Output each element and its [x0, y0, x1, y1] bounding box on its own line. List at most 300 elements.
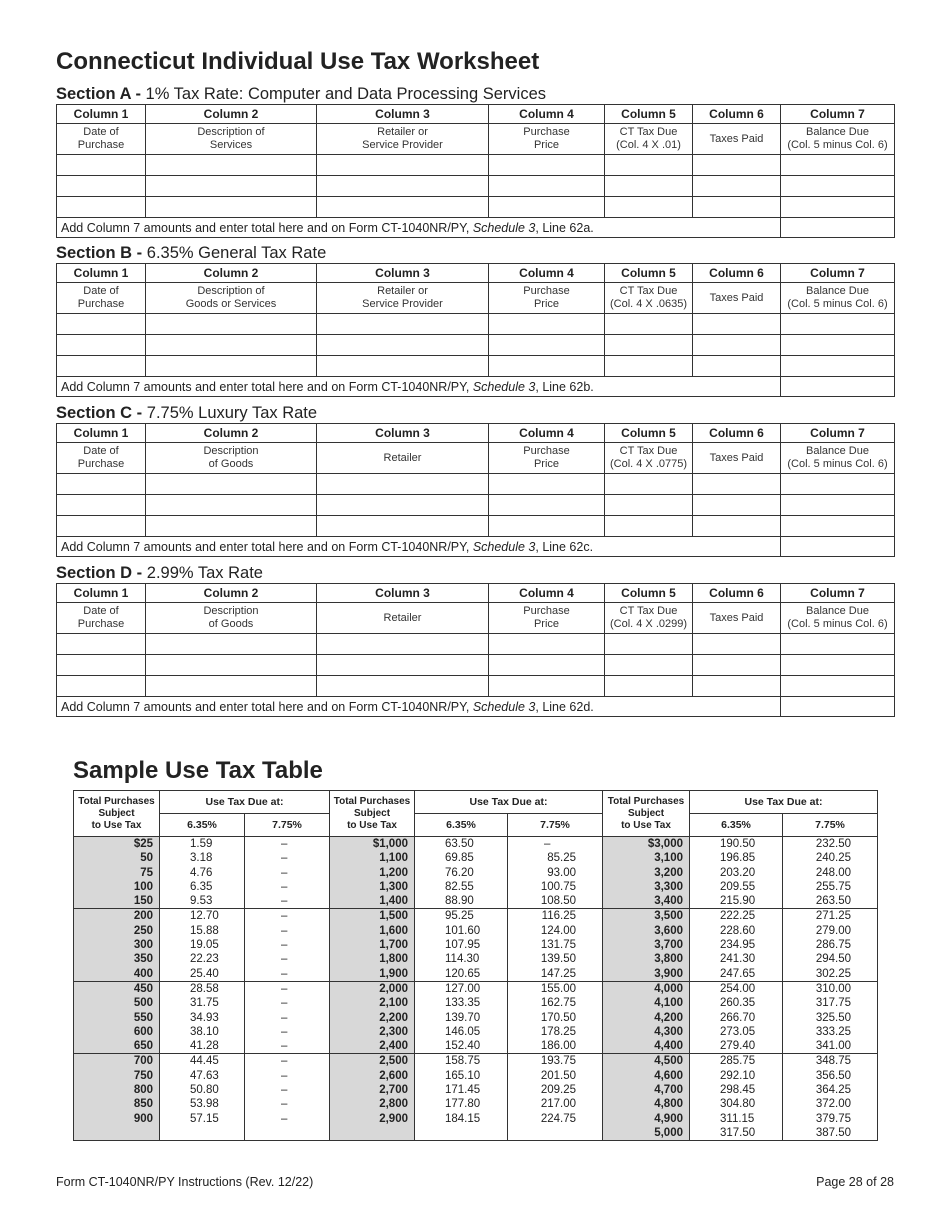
tax-due-635: 3.18 [160, 851, 245, 865]
entry-cell-col2[interactable] [146, 314, 317, 335]
purchase-amount: 5,000 [603, 1126, 690, 1141]
column-header-1: Column 1 [57, 584, 146, 603]
entry-cell-col4[interactable] [489, 495, 605, 516]
tax-due-775: 193.75 [508, 1054, 603, 1069]
entry-cell-col5[interactable] [605, 197, 693, 218]
entry-cell-col7[interactable] [781, 314, 895, 335]
tax-due-775: – [281, 852, 288, 865]
entry-cell-col3[interactable] [317, 335, 489, 356]
tax-due-775: – [281, 939, 288, 952]
entry-cell-col4[interactable] [489, 155, 605, 176]
entry-cell-col4[interactable] [489, 516, 605, 537]
section-heading [56, 403, 894, 423]
column-description-row [57, 283, 895, 314]
column-header-1: Column 1 [57, 424, 146, 443]
purchase-amount: 250 [74, 924, 160, 938]
column-description-2: Description of Goods or Services [146, 283, 317, 314]
sample-table-title: Sample Use Tax Table [73, 757, 323, 784]
column-description-1: Date of Purchase [57, 283, 146, 314]
tax-due-775: 240.25 [783, 851, 878, 865]
entry-row [57, 516, 895, 537]
column-description-row [57, 124, 895, 155]
entry-cell-col3[interactable] [317, 356, 489, 377]
tax-due-775: 209.25 [540, 1084, 576, 1097]
column-header-4: Column 4 [489, 105, 605, 124]
tax-due-775: 131.75 [540, 939, 576, 952]
purchase-amount: 4,900 [603, 1112, 690, 1126]
entry-cell-col3[interactable] [317, 197, 489, 218]
purchase-amount: 1,200 [330, 866, 415, 880]
entry-cell-col6[interactable] [693, 495, 781, 516]
tax-due-775: 387.50 [783, 1126, 878, 1141]
tax-due-635: 273.05 [690, 1025, 783, 1039]
column-header-1: Column 1 [57, 264, 146, 283]
entry-cell-col5[interactable] [605, 495, 693, 516]
entry-row [57, 155, 895, 176]
tax-due-635: 254.00 [690, 981, 783, 996]
table-row [74, 1126, 878, 1141]
tax-due-775: 85.25 [547, 852, 576, 865]
purchase-amount: 2,800 [330, 1097, 415, 1111]
tax-due-775: – [544, 838, 551, 850]
entry-cell-col1[interactable] [57, 176, 146, 197]
purchase-amount: 3,800 [603, 952, 690, 966]
entry-cell-col4[interactable] [489, 356, 605, 377]
column-header-3: Column 3 [317, 264, 489, 283]
tax-due-775: 333.25 [783, 1025, 878, 1039]
tax-due-775: 279.00 [783, 924, 878, 938]
purchase-amount: 1,500 [330, 909, 415, 924]
entry-cell-col6[interactable] [693, 676, 781, 697]
tax-due-775: – [245, 981, 330, 996]
table-row [74, 880, 878, 894]
tax-due-635: 19.05 [160, 938, 245, 952]
header-total-purchases: Total Purchases Subject to Use Tax [74, 791, 160, 837]
tax-due-635: 228.60 [690, 924, 783, 938]
tax-due-775 [508, 1126, 603, 1141]
tax-due-775: 217.00 [540, 1098, 576, 1111]
tax-due-775: 341.00 [783, 1039, 878, 1054]
entry-cell-col6[interactable] [693, 634, 781, 655]
tax-due-635: 4.76 [160, 866, 245, 880]
header-total-purchases: Total Purchases Subject to Use Tax [603, 791, 690, 837]
total-entry-cell[interactable] [781, 377, 895, 397]
entry-cell-col3[interactable] [317, 634, 489, 655]
tax-due-635: 82.55 [415, 880, 508, 894]
tax-due-775: 317.75 [783, 996, 878, 1010]
entry-cell-col4[interactable] [489, 676, 605, 697]
column-description-3: Retailer or Service Provider [317, 124, 489, 155]
tax-due-635: 241.30 [690, 952, 783, 966]
column-header-5: Column 5 [605, 584, 693, 603]
table-row [74, 1097, 878, 1111]
entry-cell-col6[interactable] [693, 335, 781, 356]
column-header-2: Column 2 [146, 264, 317, 283]
purchase-amount: 1,800 [330, 952, 415, 966]
purchase-amount: 2,200 [330, 1011, 415, 1025]
tax-due-775: 93.00 [547, 866, 576, 879]
purchase-amount: 1,900 [330, 967, 415, 982]
entry-cell-col5[interactable] [605, 474, 693, 495]
total-row [57, 377, 895, 397]
tax-due-775: 100.75 [540, 880, 576, 893]
tax-due-635: 6.35 [160, 880, 245, 894]
tax-due-635: 101.60 [415, 924, 508, 938]
tax-due-635: 139.70 [415, 1011, 508, 1025]
entry-cell-col2[interactable] [146, 176, 317, 197]
tax-due-635: 292.10 [690, 1069, 783, 1083]
entry-cell-col5[interactable] [605, 155, 693, 176]
tax-due-635: 196.85 [690, 851, 783, 865]
entry-cell-col3[interactable] [317, 516, 489, 537]
tax-due-635: 31.75 [160, 996, 245, 1010]
entry-cell-col2[interactable] [146, 474, 317, 495]
purchase-amount: 50 [74, 851, 160, 865]
purchase-amount: 2,000 [330, 981, 415, 996]
column-header-3: Column 3 [317, 105, 489, 124]
tax-due-635: 9.53 [160, 894, 245, 909]
table-row [74, 894, 878, 909]
entry-cell-col4[interactable] [489, 314, 605, 335]
tax-due-635: 234.95 [690, 938, 783, 952]
page-title: Connecticut Individual Use Tax Worksheet [56, 48, 540, 75]
tax-due-635: 247.65 [690, 967, 783, 982]
column-header-4: Column 4 [489, 584, 605, 603]
column-header-3: Column 3 [317, 424, 489, 443]
entry-cell-col2[interactable] [146, 495, 317, 516]
tax-due-635: 317.50 [690, 1126, 783, 1141]
entry-cell-col2[interactable] [146, 634, 317, 655]
entry-row [57, 474, 895, 495]
entry-cell-col1[interactable] [57, 676, 146, 697]
entry-cell-col4[interactable] [489, 655, 605, 676]
purchase-amount: 900 [74, 1112, 160, 1126]
tax-due-775: – [281, 924, 288, 937]
tax-due-635: 171.45 [415, 1083, 508, 1097]
entry-cell-col2[interactable] [146, 155, 317, 176]
purchase-amount: 4,700 [603, 1083, 690, 1097]
entry-cell-col6[interactable] [693, 474, 781, 495]
column-description-6: Taxes Paid [693, 124, 781, 155]
entry-cell-col1[interactable] [57, 314, 146, 335]
tax-due-635: 266.70 [690, 1011, 783, 1025]
entry-cell-col1[interactable] [57, 474, 146, 495]
entry-cell-col3[interactable] [317, 176, 489, 197]
tax-due-635: 215.90 [690, 894, 783, 909]
purchase-amount: 2,700 [330, 1083, 415, 1097]
purchase-amount: 3,700 [603, 938, 690, 952]
tax-due-635: 260.35 [690, 996, 783, 1010]
column-header-4: Column 4 [489, 424, 605, 443]
column-header-row [57, 264, 895, 283]
header-rate-635: 6.35% [415, 814, 508, 837]
total-entry-cell[interactable] [781, 218, 895, 238]
section-rate: 6.35% General Tax Rate [142, 244, 327, 262]
entry-cell-col7[interactable] [781, 516, 895, 537]
section-b [56, 243, 894, 397]
purchase-amount [74, 1126, 160, 1141]
section-rate: 1% Tax Rate: Computer and Data Processing Services [140, 85, 547, 103]
tax-due-775: 263.50 [783, 894, 878, 909]
section-a [56, 84, 894, 238]
purchase-amount: 3,300 [603, 880, 690, 894]
tax-due-775: – [281, 866, 288, 879]
entry-cell-col3[interactable] [317, 474, 489, 495]
table-row [74, 952, 878, 966]
purchase-amount: 4,400 [603, 1039, 690, 1054]
tax-due-635: 152.40 [415, 1039, 508, 1054]
tax-due-775: 248.00 [783, 866, 878, 880]
tax-due-775: – [281, 895, 288, 908]
purchase-amount: 600 [74, 1025, 160, 1039]
purchase-amount: 3,200 [603, 866, 690, 880]
entry-cell-col7[interactable] [781, 155, 895, 176]
total-instruction: Add Column 7 amounts and enter total here and on Form CT-1040NR/PY, Schedule 3, Line 62d. [57, 697, 781, 717]
purchase-amount: 2,600 [330, 1069, 415, 1083]
purchase-amount: 750 [74, 1069, 160, 1083]
entry-cell-col1[interactable] [57, 495, 146, 516]
purchase-amount: $3,000 [603, 837, 690, 852]
entry-cell-col3[interactable] [317, 155, 489, 176]
tax-due-635: 158.75 [415, 1054, 508, 1069]
section-c [56, 403, 894, 557]
purchase-amount: $25 [74, 837, 160, 852]
table-row [74, 1083, 878, 1097]
tax-due-775: 186.00 [540, 1040, 576, 1053]
entry-cell-col2[interactable] [146, 516, 317, 537]
entry-cell-col1[interactable] [57, 335, 146, 356]
tax-due-775: 162.75 [540, 997, 576, 1010]
purchase-amount: 4,300 [603, 1025, 690, 1039]
tax-due-775: 310.00 [783, 981, 878, 996]
purchase-amount: $1,000 [330, 837, 415, 852]
entry-cell-col7[interactable] [781, 634, 895, 655]
column-header-row [57, 105, 895, 124]
entry-cell-col4[interactable] [489, 176, 605, 197]
purchase-amount: 550 [74, 1011, 160, 1025]
entry-cell-col5[interactable] [605, 655, 693, 676]
section-rate: 7.75% Luxury Tax Rate [142, 404, 318, 422]
section-d [56, 563, 894, 717]
tax-due-635: 203.20 [690, 866, 783, 880]
table-row [74, 1112, 878, 1126]
tax-due-775: – [281, 880, 288, 893]
column-header-7: Column 7 [781, 105, 895, 124]
tax-due-635: 69.85 [415, 851, 508, 865]
entry-cell-col7[interactable] [781, 335, 895, 356]
column-description-5: CT Tax Due (Col. 4 X .0635) [605, 283, 693, 314]
entry-cell-col1[interactable] [57, 155, 146, 176]
entry-row [57, 314, 895, 335]
tax-due-635: 44.45 [160, 1054, 245, 1069]
entry-cell-col3[interactable] [317, 655, 489, 676]
tax-due-635: 38.10 [160, 1025, 245, 1039]
entry-cell-col4[interactable] [489, 474, 605, 495]
tax-due-775: 155.00 [508, 981, 603, 996]
column-description-2: Description of Goods [146, 443, 317, 474]
tax-due-635 [415, 1126, 508, 1141]
tax-due-635: 25.40 [160, 967, 245, 982]
entry-cell-col6[interactable] [693, 655, 781, 676]
entry-cell-col1[interactable] [57, 634, 146, 655]
table-row [74, 851, 878, 865]
sample-use-tax-table [73, 790, 878, 1141]
column-header-7: Column 7 [781, 584, 895, 603]
entry-cell-col7[interactable] [781, 676, 895, 697]
tax-due-635: 285.75 [690, 1054, 783, 1069]
column-description-4: Purchase Price [489, 443, 605, 474]
column-header-1: Column 1 [57, 105, 146, 124]
table-row [74, 1039, 878, 1054]
tax-due-635: 304.80 [690, 1097, 783, 1111]
entry-cell-col5[interactable] [605, 176, 693, 197]
purchase-amount: 650 [74, 1039, 160, 1054]
entry-cell-col7[interactable] [781, 176, 895, 197]
table-row [74, 909, 878, 924]
tax-due-635: 107.95 [415, 938, 508, 952]
entry-cell-col2[interactable] [146, 335, 317, 356]
tax-due-635: 57.15 [160, 1112, 245, 1126]
tax-due-775: – [281, 997, 288, 1010]
entry-cell-col1[interactable] [57, 356, 146, 377]
header-rate-775: 7.75% [783, 814, 878, 837]
entry-cell-col4[interactable] [489, 197, 605, 218]
tax-due-635: 279.40 [690, 1039, 783, 1054]
purchase-amount: 400 [74, 967, 160, 982]
purchase-amount: 4,500 [603, 1054, 690, 1069]
tax-due-775: 286.75 [783, 938, 878, 952]
tax-due-635: 22.23 [160, 952, 245, 966]
purchase-amount: 150 [74, 894, 160, 909]
tax-due-775: 255.75 [783, 880, 878, 894]
section-rate: 2.99% Tax Rate [142, 564, 263, 582]
tax-due-635: 120.65 [415, 967, 508, 982]
tax-due-635: 15.88 [160, 924, 245, 938]
tax-due-775: 348.75 [783, 1054, 878, 1069]
table-row [74, 1025, 878, 1039]
entry-cell-col4[interactable] [489, 335, 605, 356]
tax-due-635: 133.35 [415, 996, 508, 1010]
entry-cell-col6[interactable] [693, 314, 781, 335]
header-use-tax-due: Use Tax Due at: [690, 791, 878, 814]
column-header-row [57, 424, 895, 443]
entry-cell-col3[interactable] [317, 314, 489, 335]
schedule-reference: Schedule 3 [472, 699, 536, 714]
tax-due-775: 139.50 [540, 953, 576, 966]
entry-cell-col7[interactable] [781, 655, 895, 676]
purchase-amount: 1,600 [330, 924, 415, 938]
entry-cell-col2[interactable] [146, 655, 317, 676]
entry-cell-col5[interactable] [605, 356, 693, 377]
purchase-amount: 1,700 [330, 938, 415, 952]
purchase-amount: 2,100 [330, 996, 415, 1010]
entry-cell-col1[interactable] [57, 197, 146, 218]
total-entry-cell[interactable] [781, 537, 895, 557]
tax-due-775: 224.75 [540, 1112, 576, 1125]
schedule-reference: Schedule 3 [472, 539, 536, 554]
entry-cell-col6[interactable] [693, 155, 781, 176]
tax-due-635 [160, 1126, 245, 1141]
table-row [74, 924, 878, 938]
total-row [57, 537, 895, 557]
table-row [74, 1054, 878, 1069]
purchase-amount: 4,200 [603, 1011, 690, 1025]
tax-due-635: 95.25 [415, 909, 508, 924]
entry-cell-col5[interactable] [605, 676, 693, 697]
entry-cell-col6[interactable] [693, 176, 781, 197]
tax-due-775: 379.75 [783, 1112, 878, 1126]
entry-cell-col3[interactable] [317, 676, 489, 697]
tax-due-635: 63.50 [415, 837, 508, 852]
purchase-amount: 3,600 [603, 924, 690, 938]
column-description-6: Taxes Paid [693, 603, 781, 634]
tax-due-635: 47.63 [160, 1069, 245, 1083]
entry-cell-col7[interactable] [781, 197, 895, 218]
tax-due-635: 88.90 [415, 894, 508, 909]
purchase-amount: 800 [74, 1083, 160, 1097]
tax-due-775: 108.50 [540, 895, 576, 908]
section-heading [56, 243, 894, 263]
entry-cell-col6[interactable] [693, 356, 781, 377]
purchase-amount: 350 [74, 952, 160, 966]
entry-cell-col6[interactable] [693, 197, 781, 218]
column-header-6: Column 6 [693, 105, 781, 124]
table-row [74, 866, 878, 880]
entry-cell-col5[interactable] [605, 335, 693, 356]
section-label: Section C - [56, 404, 143, 422]
purchase-amount: 1,400 [330, 894, 415, 909]
sample-header-row [74, 791, 878, 814]
purchase-amount: 3,900 [603, 967, 690, 982]
total-entry-cell[interactable] [781, 697, 895, 717]
tax-due-635: 165.10 [415, 1069, 508, 1083]
purchase-amount: 3,500 [603, 909, 690, 924]
entry-row [57, 176, 895, 197]
header-rate-635: 6.35% [160, 814, 245, 837]
entry-cell-col1[interactable] [57, 516, 146, 537]
entry-cell-col7[interactable] [781, 356, 895, 377]
entry-cell-col5[interactable] [605, 314, 693, 335]
column-header-2: Column 2 [146, 424, 317, 443]
tax-due-635: 222.25 [690, 909, 783, 924]
header-rate-775: 7.75% [508, 814, 603, 837]
tax-due-775: 124.00 [540, 924, 576, 937]
entry-cell-col7[interactable] [781, 474, 895, 495]
entry-cell-col6[interactable] [693, 516, 781, 537]
tax-due-635: 34.93 [160, 1011, 245, 1025]
entry-cell-col3[interactable] [317, 495, 489, 516]
tax-due-775: – [281, 953, 288, 966]
column-header-2: Column 2 [146, 584, 317, 603]
entry-cell-col7[interactable] [781, 495, 895, 516]
tax-due-775: – [281, 1040, 288, 1053]
entry-cell-col2[interactable] [146, 676, 317, 697]
entry-cell-col5[interactable] [605, 634, 693, 655]
entry-cell-col2[interactable] [146, 197, 317, 218]
entry-cell-col1[interactable] [57, 655, 146, 676]
worksheet-table [56, 423, 895, 557]
section-label: Section D - [56, 564, 143, 582]
tax-due-775: 178.25 [540, 1025, 576, 1038]
entry-cell-col5[interactable] [605, 516, 693, 537]
entry-cell-col2[interactable] [146, 356, 317, 377]
total-instruction: Add Column 7 amounts and enter total here and on Form CT-1040NR/PY, Schedule 3, Line 62c. [57, 537, 781, 557]
table-row [74, 938, 878, 952]
entry-cell-col4[interactable] [489, 634, 605, 655]
worksheet-table [56, 104, 895, 238]
table-row [74, 1011, 878, 1025]
column-header-7: Column 7 [781, 424, 895, 443]
